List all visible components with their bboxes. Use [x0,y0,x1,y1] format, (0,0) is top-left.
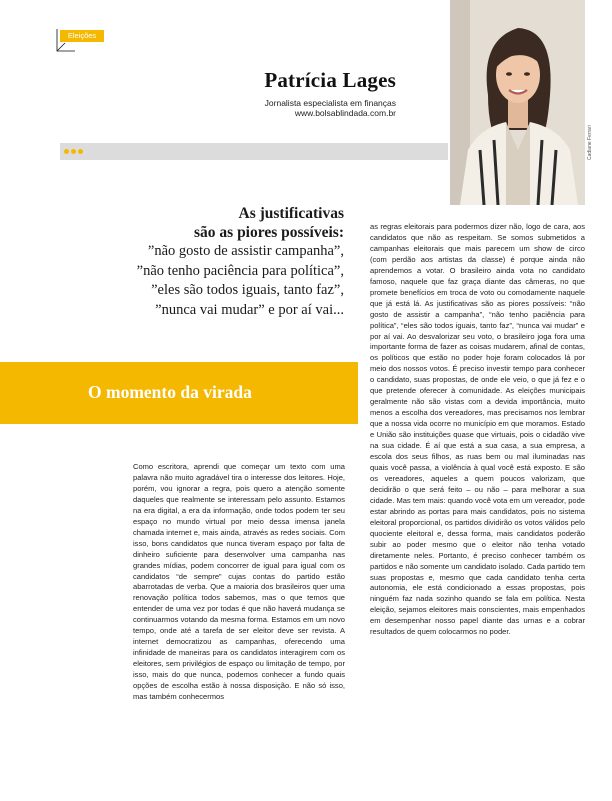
author-role: Jornalista especialista em finanças [264,98,396,108]
body-paragraph: Como escritora, aprendi que começar um texto com uma palavra não muito agradável tira o interesse dos leitores. Hoje, porém, vou ignorar a regra, pois quero a atenção somente daqueles que realmente se interessam pelo assunto. Estamos na era digital, a era da informação, onde todos podem ter seu espaço no mundo virtual por meio dessa imensa janela chamada internet e, mais ainda, através as redes sociais. Com isso, bons candidatos que nunca tiveram espaço por falta de dinheiro suficiente para desenvolver uma campanha nas grandes mídias, podem concorrer de igual para igual com os candidatos “de sempre” cujas contas do partido estão abarrotadas de verba. Que a maioria dos brasileiros quer uma renovação política todos sabemos, mas o que temos que entender de uma vez por todas é que não haverá mudança se continuarmos votando da mesma forma. Estamos em um novo tempo, onde até a tarefa de ser eleitor deve ser revista. A internet democratizou as campanhas, oferecendo uma infinidade de maneiras para os candidatos interagirem com os eleitores, sem privilégios de espaço ou limitação de tempo, por isso, mais do que nunca, podemos conhecer a fundo quais opções de escolha estão à nossa disposição. E não só isso, mas também conhecermos [133,462,345,702]
pull-quote [44,204,344,320]
dot-icon [78,149,83,154]
photo-credit: Cadiane Ferrari [587,125,593,160]
author-photo [450,0,585,205]
section-tag: Eleições [60,30,104,42]
dot-icon [71,149,76,154]
pull-quote-line: ”não gosto de assistir campanha”, [147,243,344,259]
body-column-left [133,462,345,703]
author-website: www.bolsablindada.com.br [294,108,396,118]
pull-quote-line: ”não tenho paciência para política”, [136,262,344,279]
pull-quote-heading-line-2: são as piores possíveis: [194,224,344,241]
pull-quote-line: ”eles são todos iguais, tanto faz”, [151,282,344,298]
author-name: Patrícia Lages [264,68,396,92]
body-paragraph: as regras eleitorais para podermos dizer não, logo de cara, aos candidatos que não as respeitam. Se somos submetidos a campanhas eleitorais que mais parecem um show de circo (com perdão aos artistas da classe) é porque ainda não aprendemos a votar. O brasileiro ainda vota no candidato famoso, naquele que faz graça diante das câmeras, no que promete benefícios em troca de voto ou comodamente naquele que já está lá. As justificativas são as piores possíveis: “não gosto de assistir a campanha”, “não tenho paciência para política”, “eles são todos iguais, tanto faz”, “nunca vai mudar” e por aí vai. Ao desvalorizar seu voto, o brasileiro joga fora uma importante forma de fazer as coisas mudarem, afinal de contas, os políticos que estão no poder hoje foram colocados lá por meio dos nossos votos. É preciso investir tempo para conhecer o candidato, suas propostas, de onde ele veio, o que já fez e o que pretende oferecer à comunidade. As eleições municipais geralmente não são vistas com a devida importância, muito menos a escolha dos vereadores, mas precisamos nos lembrar que a nossa vida ocorre no município em que moramos. Estado e União são instituições quase que virtuais, pois o cidadão vive na sua cidade. É aí que está a sua casa, a sua empresa, a escola dos seus filhos, as ruas bem ou mal iluminadas nas quais você passa, a violência à qual você está exposto. E são os vereadores, aqueles a quem poucos valorizam, que decidirão o que será feito – ou não – para melhorar a sua cidade. Mas tem mais: quando você vota em um vereador, pode estar abrindo as portas para mais candidatos, pois no sistema eleitoral proporcional, os partidos dividirão os votos válidos pelo quociente eleitoral e, dessa forma, mais candidatos poderão subir ao poder mesmo que o eleitor não tenha votado diretamente neles. Portanto, é preciso conhecer também os partidos e não somente um candidato isolado. Cada partido tem suas propostas e, mesmo que cada candidato tenha certa autonomia, ele está condicionado a essas propostas, pois ninguém faz nada sozinho quando se fala em política. Nesta eleição, sejamos eleitores mais conscientes, mais empenhados em desempenhar nosso papel diante das urnas e a cobrar resultados de quem colocarmos no poder. [370,222,585,637]
dot-icon [64,149,69,154]
pull-quote-heading-line-1: As justificativas [238,205,344,222]
article-headline: O momento da virada [88,382,252,402]
author-portrait-illustration [450,0,585,205]
pull-quote-line: ”nunca vai mudar” e por aí vai... [155,301,344,318]
body-column-right [370,222,585,638]
decorative-bar [60,143,448,160]
